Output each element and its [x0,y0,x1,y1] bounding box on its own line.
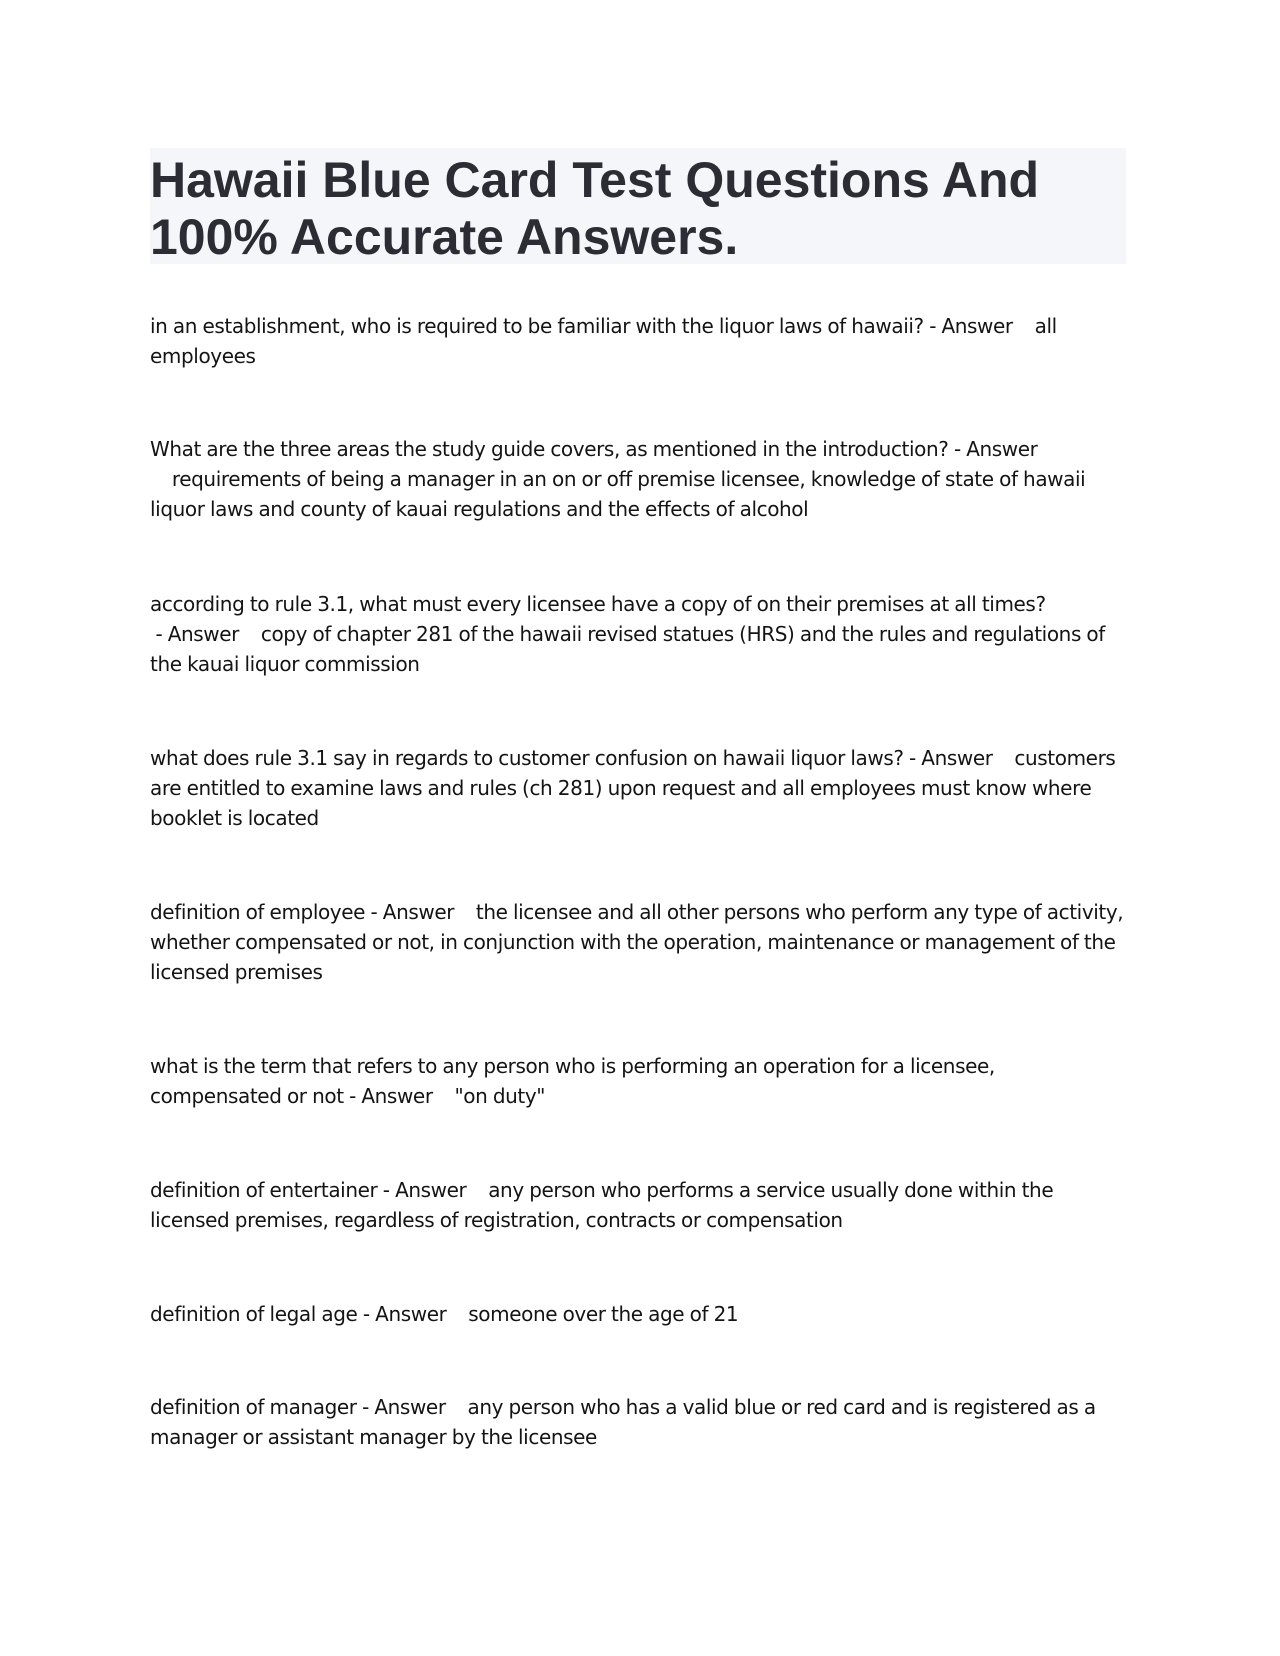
separator: - [903,746,922,770]
qa-item [150,897,1130,987]
answer-text: copy of chapter 281 of the hawaii revised statues (HRS) and the rules and regulations of the kauai liquor commission [150,622,1105,676]
question-text: what does rule 3.1 say in regards to customer confusion on hawaii liquor laws? [150,746,904,770]
answer-label: Answer [374,1395,446,1419]
answer-text: any person who has a valid blue or red card and is registered as a manager or assistant manager by the licensee [150,1395,1096,1449]
question-text: according to rule 3.1, what must every licensee have a copy of on their premises at all times? [150,592,1046,616]
separator: - [365,900,383,924]
separator: - [343,1084,362,1108]
qa-item [150,1175,1130,1235]
qa-item [150,589,1130,679]
answer-text: someone over the age of 21 [468,1302,739,1326]
answer-label: Answer [361,1084,433,1108]
separator: - [150,622,168,646]
answer-text: any person who performs a service usually done within the licensed premises, regardless of registration, contracts or compensation [150,1178,1054,1232]
separator: - [357,1302,376,1326]
qa-item [150,1051,1130,1111]
title-block [150,148,1126,264]
answer-text: requirements of being a manager in an on or off premise licensee, knowledge of state of hawaii liquor laws and county of kauai regulations and the effects of alcohol [150,467,1086,521]
answer-label: Answer [941,314,1013,338]
answer-label: Answer [382,900,455,924]
qa-item [150,434,1130,524]
question-text: definition of entertainer [150,1178,378,1202]
separator: - [356,1395,375,1419]
answer-text: "on duty" [454,1084,546,1108]
question-text: definition of legal age [150,1302,358,1326]
qa-item [150,1299,1130,1329]
answer-label: Answer [921,746,993,770]
separator: - [377,1178,396,1202]
question-text: in an establishment, who is required to be familiar with the liquor laws of hawaii? [150,314,924,338]
answer-label: Answer [966,437,1038,461]
separator: - [948,437,967,461]
question-text: What are the three areas the study guide covers, as mentioned in the introduction? [150,437,949,461]
qa-item [150,1392,1130,1452]
separator: - [923,314,942,338]
question-text: definition of manager [150,1395,357,1419]
question-text: definition of employee [150,900,366,924]
answer-label: Answer [395,1178,467,1202]
document-title: Hawaii Blue Card Test Questions And 100% Accurate Answers. [150,152,1040,265]
question-text: what is the term that refers to any person who is performing an operation for a licensee, compensated or not [150,1054,995,1108]
answer-text: all employees [150,314,1057,368]
answer-text: customers are entitled to examine laws and rules (ch 281) upon request and all employees must know where booklet is located [150,746,1116,830]
answer-label: Answer [375,1302,447,1326]
qa-item [150,743,1130,833]
answer-text: the licensee and all other persons who perform any type of activity, whether compensated or not, in conjunction with the operation, maintenance or management of the licensed premises [150,900,1124,984]
qa-item [150,311,1130,371]
answer-label: Answer [167,622,239,646]
